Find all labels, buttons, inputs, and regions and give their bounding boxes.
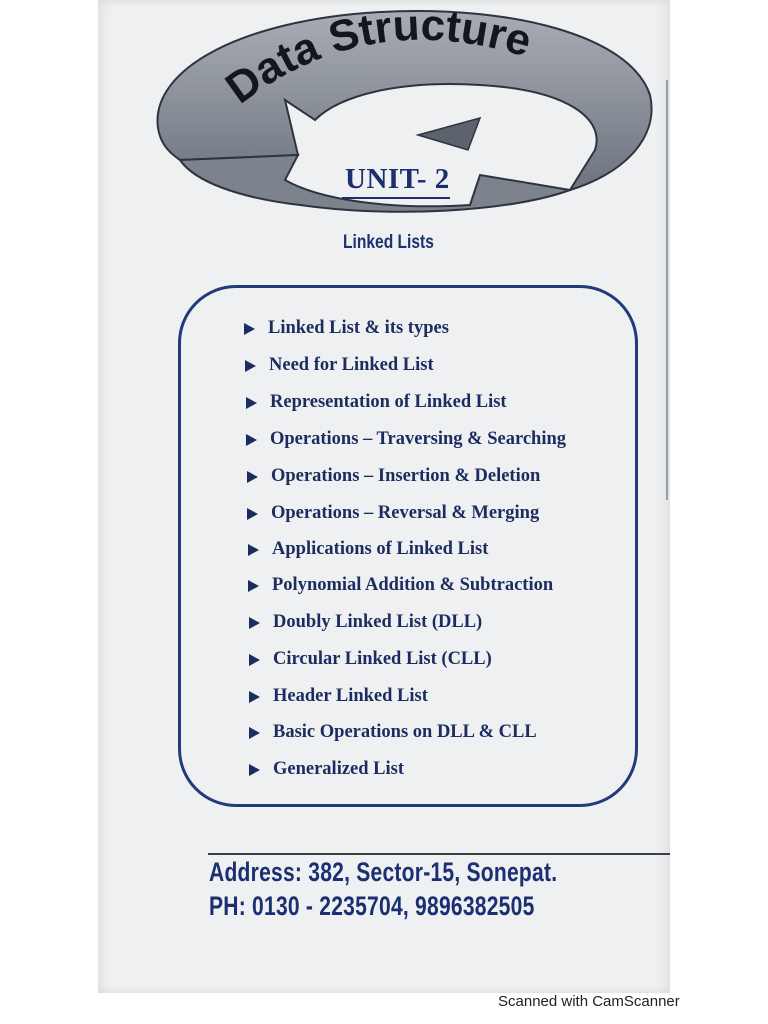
topic-label: Doubly Linked List (DLL) <box>273 612 483 632</box>
triangle-bullet-icon <box>246 397 257 409</box>
triangle-bullet-icon <box>249 617 260 629</box>
triangle-bullet-icon <box>248 544 259 556</box>
list-item <box>248 575 553 596</box>
topic-label: Operations – Traversing & Searching <box>270 429 566 449</box>
topic-label: Generalized List <box>273 759 405 779</box>
address-line: Address: 382, Sector-15, Sonepat. <box>209 857 558 887</box>
topic-label: Header Linked List <box>273 686 428 706</box>
topic-label: Need for Linked List <box>269 355 434 375</box>
triangle-bullet-icon <box>249 691 260 703</box>
triangle-bullet-icon <box>249 764 260 776</box>
topic-label: Polynomial Addition & Subtraction <box>272 575 554 595</box>
topic-label: Linked List & its types <box>268 318 449 338</box>
list-item <box>249 686 428 707</box>
topic-label: Applications of Linked List <box>272 539 489 559</box>
list-item <box>246 429 566 450</box>
list-item <box>249 612 482 633</box>
unit-label: UNIT- 2 <box>345 163 450 195</box>
triangle-bullet-icon <box>249 654 260 666</box>
triangle-bullet-icon <box>248 580 259 592</box>
page-edge-line <box>666 80 668 500</box>
triangle-bullet-icon <box>247 508 258 520</box>
scanner-watermark: Scanned with CamScanner <box>498 993 680 1010</box>
triangle-bullet-icon <box>247 471 258 483</box>
topic-label: Basic Operations on DLL & CLL <box>273 722 537 742</box>
list-item <box>247 466 540 487</box>
list-item <box>247 503 539 524</box>
topic-label: Operations – Insertion & Deletion <box>271 466 541 486</box>
section-subtitle: Linked Lists <box>343 232 434 253</box>
unit-underline <box>342 197 450 199</box>
triangle-bullet-icon <box>246 434 257 446</box>
triangle-bullet-icon <box>249 727 260 739</box>
list-item <box>248 539 488 560</box>
list-item <box>246 392 507 413</box>
footer-divider <box>208 853 670 855</box>
topic-label: Representation of Linked List <box>270 392 507 412</box>
topic-label: Circular Linked List (CLL) <box>273 649 492 669</box>
list-item <box>244 318 449 339</box>
list-item <box>249 649 492 670</box>
list-item <box>249 759 404 780</box>
phone-line: PH: 0130 - 2235704, 9896382505 <box>209 891 535 921</box>
page-title: Data Structure <box>216 0 537 114</box>
list-item <box>245 355 434 376</box>
triangle-bullet-icon <box>245 360 256 372</box>
list-item <box>249 722 537 743</box>
topic-label: Operations – Reversal & Merging <box>271 503 540 523</box>
triangle-bullet-icon <box>244 323 255 335</box>
